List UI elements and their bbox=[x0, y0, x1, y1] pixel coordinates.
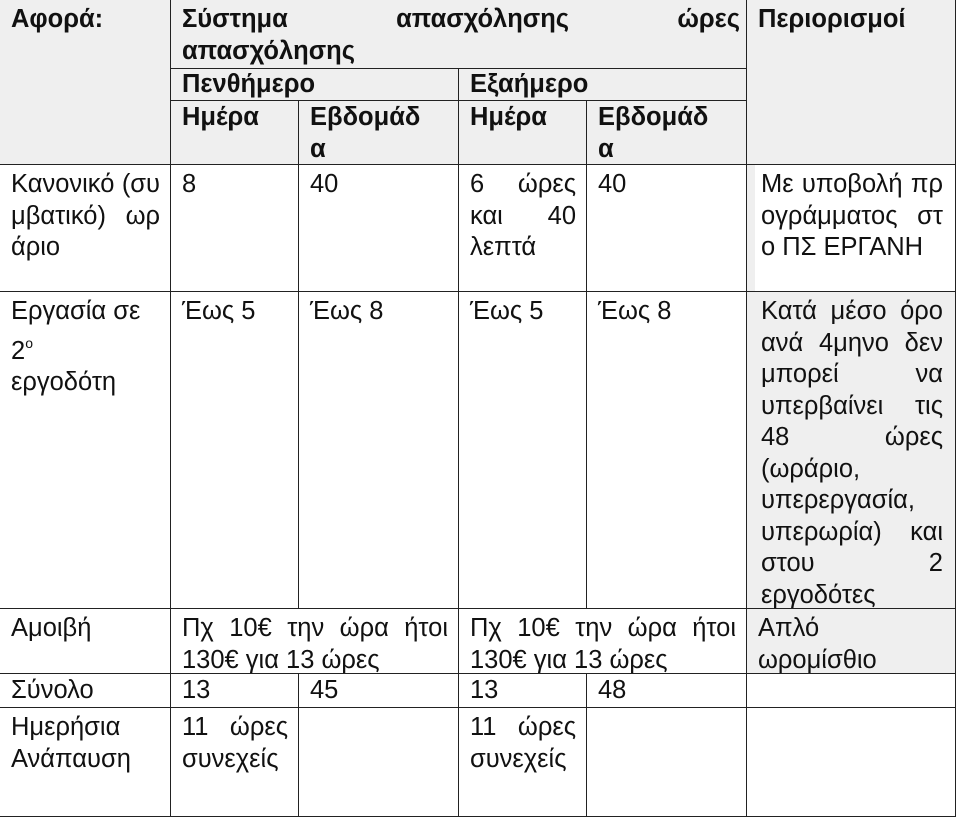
row-total-six-day: 13 bbox=[458, 673, 587, 708]
row-total-label: Σύνολο bbox=[0, 673, 171, 708]
header-system-line2: απασχόλησης bbox=[182, 36, 355, 65]
row-pay-label: Αμοιβή bbox=[0, 608, 171, 674]
row-rest-restriction bbox=[746, 707, 956, 817]
header-subject: Αφορά: bbox=[0, 0, 171, 165]
row-second-employer-restriction: Κατά μέσο όρο ανά 4μηνο δεν μπορεί να υπερβαίνει τις 48 ώρες (ωράριο, υπερεργασία, υπερωρία) και στου 2 εργοδότες bbox=[755, 291, 956, 609]
row-total-five-week: 45 bbox=[298, 673, 459, 708]
row-rest-five-week bbox=[298, 707, 459, 817]
row-second-employer-six-day: Έως 5 bbox=[458, 291, 587, 609]
header-five-day: Πενθήμερο bbox=[170, 68, 459, 101]
row-rest-five-day: 11 ώρες συνεχείς bbox=[170, 707, 299, 817]
row-regular-five-week: 40 bbox=[298, 164, 459, 292]
header-restrictions: Περιορισμοί bbox=[746, 0, 956, 165]
row-pay-five: Πχ 10€ την ώρα ήτοι 130€ για 13 ώρες bbox=[170, 608, 459, 674]
header-system-line1: Σύστημα απασχόλησης ώρες bbox=[182, 5, 740, 33]
row-second-employer-label: Εργασία σε $2^o$ εργοδότη bbox=[0, 291, 171, 609]
row-regular-five-day: 8 bbox=[170, 164, 299, 292]
row-total-restriction bbox=[746, 673, 956, 708]
row-second-employer-five-day: Έως 5 bbox=[170, 291, 299, 609]
row-second-employer-six-week: Έως 8 bbox=[586, 291, 747, 609]
header-five-day-day: Ημέρα bbox=[170, 100, 299, 165]
header-five-day-week: Εβδομάδ α bbox=[298, 100, 459, 165]
row-regular-restriction: Με υποβολή προγράμματος στο ΠΣ ΕΡΓΑΝΗ bbox=[755, 164, 956, 292]
row-second-employer-five-week: Έως 8 bbox=[298, 291, 459, 609]
row-regular-six-day: 6 ώρες και 40 λεπτά bbox=[458, 164, 587, 292]
row-regular-label: Κανονικό (συμβατικό) ωράριο bbox=[0, 164, 171, 292]
row-regular-six-week: 40 bbox=[586, 164, 747, 292]
header-system bbox=[170, 0, 747, 69]
row-rest-six-week bbox=[586, 707, 747, 817]
header-six-day-day: Ημέρα bbox=[458, 100, 587, 165]
row-rest-six-day: 11 ώρες συνεχείς bbox=[458, 707, 587, 817]
header-six-day: Εξαήμερο bbox=[458, 68, 747, 101]
row-pay-six: Πχ 10€ την ώρα ήτοι 130€ για 13 ώρες bbox=[458, 608, 747, 674]
row-rest-label: Ημερήσια Ανάπαυση bbox=[0, 707, 171, 817]
row-total-five-day: 13 bbox=[170, 673, 299, 708]
row-pay-restriction: Απλό ωρομίσθιο bbox=[746, 608, 956, 674]
row-total-six-week: 48 bbox=[586, 673, 747, 708]
header-six-day-week: Εβδομάδ α bbox=[586, 100, 747, 165]
